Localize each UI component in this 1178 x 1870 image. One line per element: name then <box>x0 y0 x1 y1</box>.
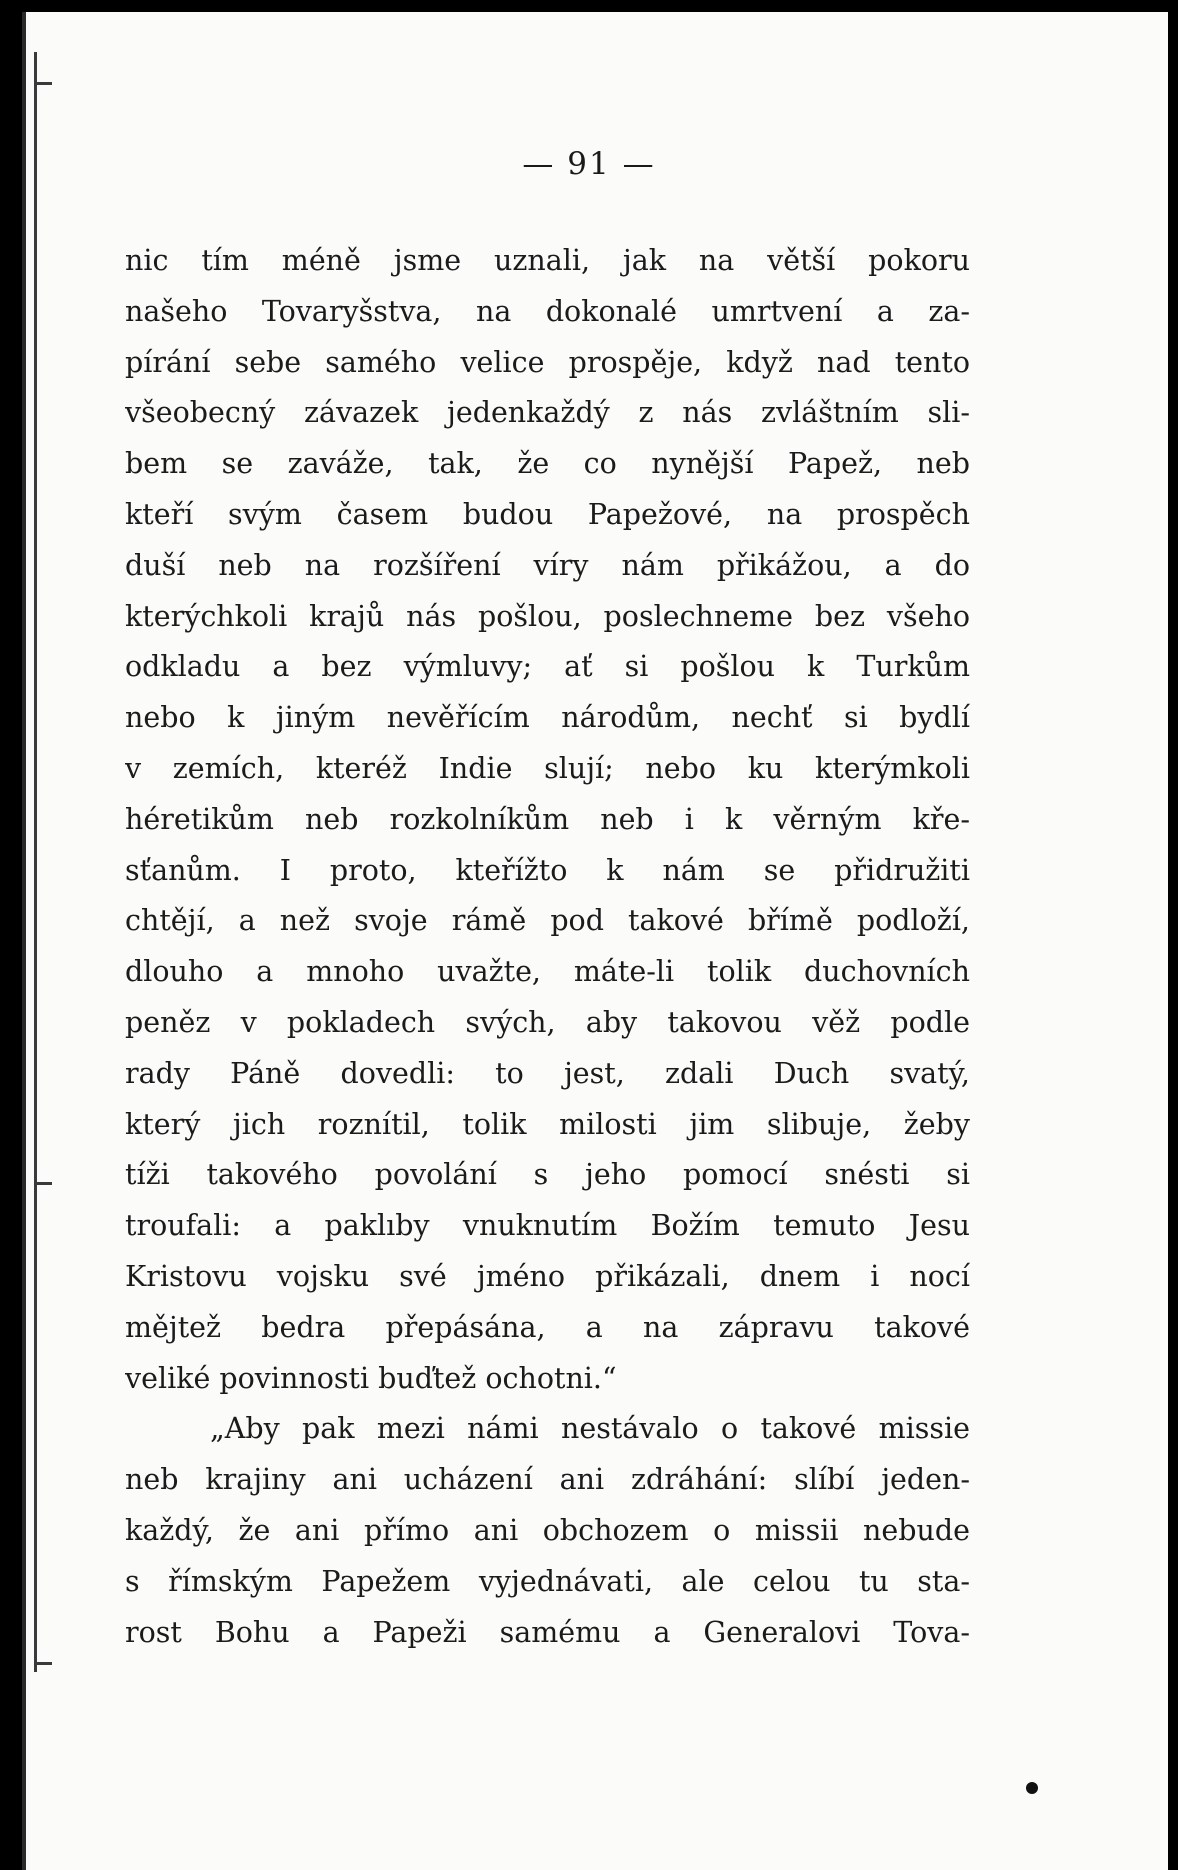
paragraph-2 <box>125 1404 970 1658</box>
paragraph-1 <box>125 236 970 1404</box>
text-line: dlouho a mnoho uvažte, máte-li tolik duchovních <box>125 955 970 989</box>
text-line: nebo k jiným nevěřícím národům, nechť si bydlí <box>125 701 970 735</box>
text-line: „Aby pak mezi námi nestávalo o takové missie <box>210 1412 970 1446</box>
text-line: duší neb na rozšíření víry nám přikážou, a do <box>125 548 970 582</box>
margin-rule <box>34 52 37 1672</box>
text-line: kteří svým časem budou Papežové, na prospěch <box>125 497 970 531</box>
text-line: Kristovu vojsku své jméno přikázali, dnem i nocí <box>125 1259 970 1293</box>
text-line: odkladu a bez výmluvy; ať si pošlou k Turkům <box>125 650 970 684</box>
text-line: troufali: a paklıby vnuknutím Božím temuto Jesu <box>125 1209 970 1243</box>
text-line: každý, že ani přímo ani obchozem o missii nebude <box>125 1513 970 1547</box>
ink-dot <box>1026 1782 1038 1794</box>
text-line: pírání sebe samého velice prospěje, když nad tento <box>125 345 970 379</box>
text-line: chtějí, a než svoje rámě pod takové břímě podloží, <box>125 904 970 938</box>
margin-tick <box>34 1662 52 1665</box>
text-line: rady Páně dovedli: to jest, zdali Duch svatý, <box>125 1056 970 1090</box>
margin-tick <box>34 1182 52 1185</box>
margin-tick <box>34 82 52 85</box>
text-line: kterýchkoli krajů nás pošlou, poslechneme bez všeho <box>125 599 970 633</box>
text-line: tíži takového povolání s jeho pomocí snésti si <box>125 1158 970 1192</box>
text-line: našeho Tovaryšstva, na dokonalé umrtvení a za- <box>125 294 970 328</box>
page-number: — 91 — <box>522 146 656 182</box>
text-line: který jich roznítil, tolik milosti jim slibuje, žeby <box>125 1107 970 1141</box>
text-line: peněz v pokladech svých, aby takovou věž podle <box>125 1005 970 1039</box>
text-line: sťanům. I proto, kteřížto k nám se přidružiti <box>125 853 970 887</box>
body-text <box>125 236 970 1658</box>
text-line: mějtež bedra přepásána, a na zápravu takové <box>125 1310 970 1344</box>
text-line: v zemích, kteréž Indie slují; nebo ku kterýmkoli <box>125 751 970 785</box>
text-line: neb krajiny ani ucházení ani zdráhání: slíbí jeden- <box>125 1463 970 1497</box>
text-line: všeobecný závazek jedenkaždý z nás zvláštním sli- <box>125 396 970 430</box>
text-line: nic tím méně jsme uznali, jak na větší pokoru <box>125 244 970 277</box>
text-line: héretikům neb rozkolníkům neb i k věrným kře- <box>125 802 970 836</box>
text-line: s římským Papežem vyjednávati, ale celou tu sta- <box>125 1564 970 1598</box>
text-line: bem se zaváže, tak, že co nynější Papež, neb <box>125 447 970 481</box>
text-line: veliké povinnosti buďtež ochotni.“ <box>125 1361 617 1395</box>
text-line: rost Bohu a Papeži samému a Generalovi Tova- <box>125 1615 970 1649</box>
